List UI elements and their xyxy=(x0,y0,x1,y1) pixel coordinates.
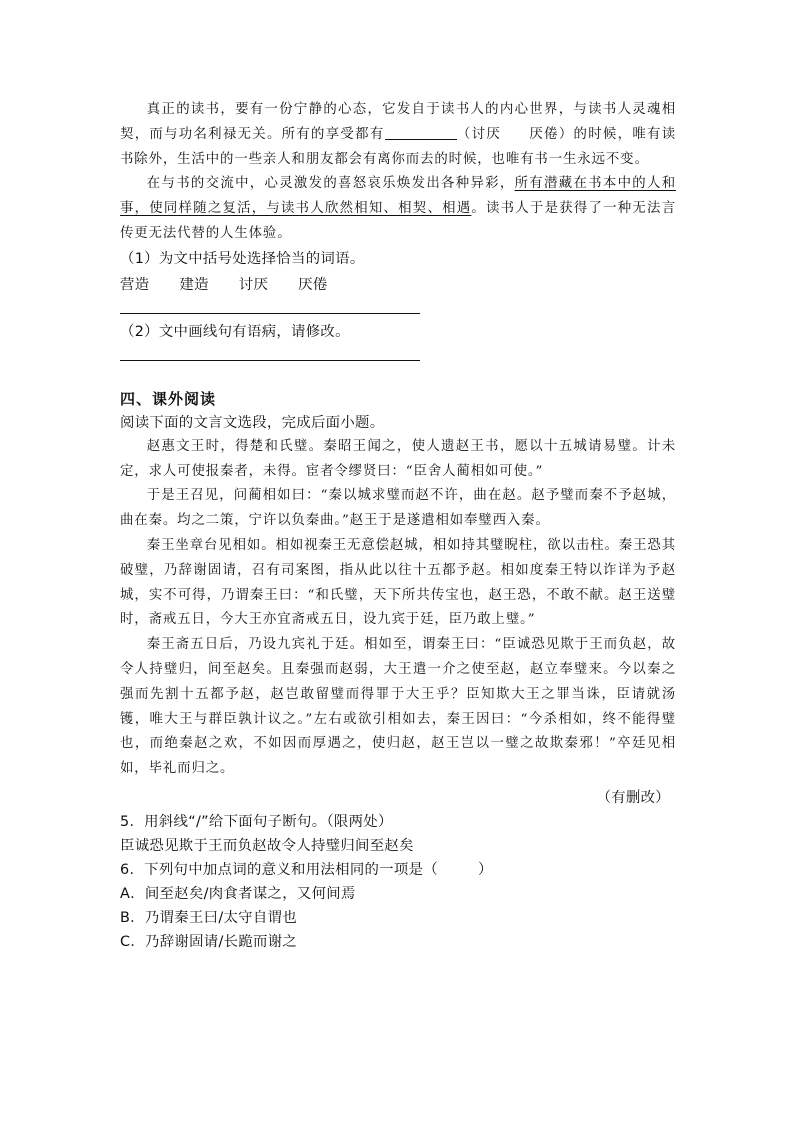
q1-option: 厌倦 xyxy=(298,276,328,293)
question-1 xyxy=(120,247,676,361)
q6-prompt: 6．下列句中加点词的意义和用法相同的一项是（ ） xyxy=(120,861,493,878)
q1-option: 营造 xyxy=(120,276,150,293)
section-intro: 阅读下面的文言文选段，完成后面小题。 xyxy=(120,414,385,431)
classical-paragraph: 秦王坐章台见相如。相如视秦王无意偿赵城，相如持其璧睨柱，欲以击柱。秦王恐其破璧，乃辞谢固请，召有司案图，指从此以往十五都予赵。相如度秦王特以诈详为予赵城，实不可得，乃谓秦王曰：“和氏璧，天下所共传宝也，赵王恐，不敢不献。赵王送璧时，斋戒五日，今大王亦宜斋戒五日，设九宾于廷，臣乃敢上璧。” xyxy=(120,537,676,628)
underlined-sentence: 所有潜藏在书本中的人和事，使同样随之复活，与读书人欣然相知、相契、相遇 xyxy=(120,176,676,217)
q5-sentence: 臣诚恐见欺于王而负赵故令人持璧归间至赵矣 xyxy=(120,837,414,854)
q1-prompt: （1）为文中括号处选择恰当的词语。 xyxy=(120,250,365,267)
q2-prompt: （2）文中画线句有语病，请修改。 xyxy=(120,323,350,340)
q6-option-a: A．间至赵矣/肉食者谋之，又何间焉 xyxy=(120,885,356,902)
passage-paragraph-1: 真正的读书，要有一份宁静的心态，它发自于读书人的内心世界，与读书人灵魂相契，而与功名利禄无关。所有的享受都有 （讨厌 厌倦）的时候，唯有读书除外，生活中的一些亲人和朋友都会有离你而去的时候，也唯有书一生永远不变。 xyxy=(120,102,676,167)
classical-paragraph: 于是王召见，问蔺相如曰：“秦以城求璧而赵不许，曲在赵。赵予璧而秦不予赵城，曲在秦。均之二策，宁许以负秦曲。”赵王于是遂遣相如奉璧西入秦。 xyxy=(120,488,676,529)
answer-blank[interactable] xyxy=(385,125,457,140)
source-note: （有删改） xyxy=(596,789,670,806)
question-6 xyxy=(120,858,676,954)
q6-option-b: B．乃谓秦王曰/太守自谓也 xyxy=(120,909,297,926)
question-5 xyxy=(120,810,676,858)
document-page xyxy=(120,98,676,954)
q1-option: 讨厌 xyxy=(238,276,269,293)
classical-passage xyxy=(120,435,676,782)
passage-paragraph-2: 在与书的交流中，心灵激发的喜怒哀乐焕发出各种异彩，所有潜藏在书本中的人和事，使同样随之复活，与读书人欣然相知、相契、相遇。读书人于是获得了一种无法言传更无法代替的人生体验。 xyxy=(120,176,676,241)
section-heading: 四、课外阅读 xyxy=(120,389,217,408)
classical-paragraph: 秦王斋五日后，乃设九宾礼于廷。相如至，谓秦王曰：“臣诚恐见欺于王而负赵，故令人持璧归，间至赵矣。且秦强而赵弱，大王遣一介之使至赵，赵立奉璧来。今以秦之强而先割十五都予赵，赵岂敢留璧而得罪于大王乎？臣知欺大王之罪当诛，臣请就汤镬，唯大王与群臣孰计议之。”左右或欲引相如去，秦王因曰：“今杀相如，终不能得璧也，而绝秦赵之欢，不如因而厚遇之，使归赵，赵王岂以一璧之故欺秦邪！”卒廷见相如，毕礼而归之。 xyxy=(120,637,676,777)
q1-options xyxy=(120,273,676,297)
classical-paragraph: 赵惠文王时，得楚和氏璧。秦昭王闻之，使人遗赵王书，愿以十五城请易璧。计未定，求人可使报秦者，未得。宦者令缪贤曰：“臣舍人蔺相如可使。” xyxy=(120,438,676,479)
modern-passage xyxy=(120,98,676,247)
q1-option: 建造 xyxy=(179,276,209,293)
q1-answer-line[interactable] xyxy=(120,313,420,314)
q5-prompt: 5．用斜线“/”给下面句子断句。（限两处） xyxy=(120,813,393,830)
q2-answer-line[interactable] xyxy=(120,360,420,361)
q6-option-c: C．乃辞谢固请/长跪而谢之 xyxy=(120,933,298,950)
